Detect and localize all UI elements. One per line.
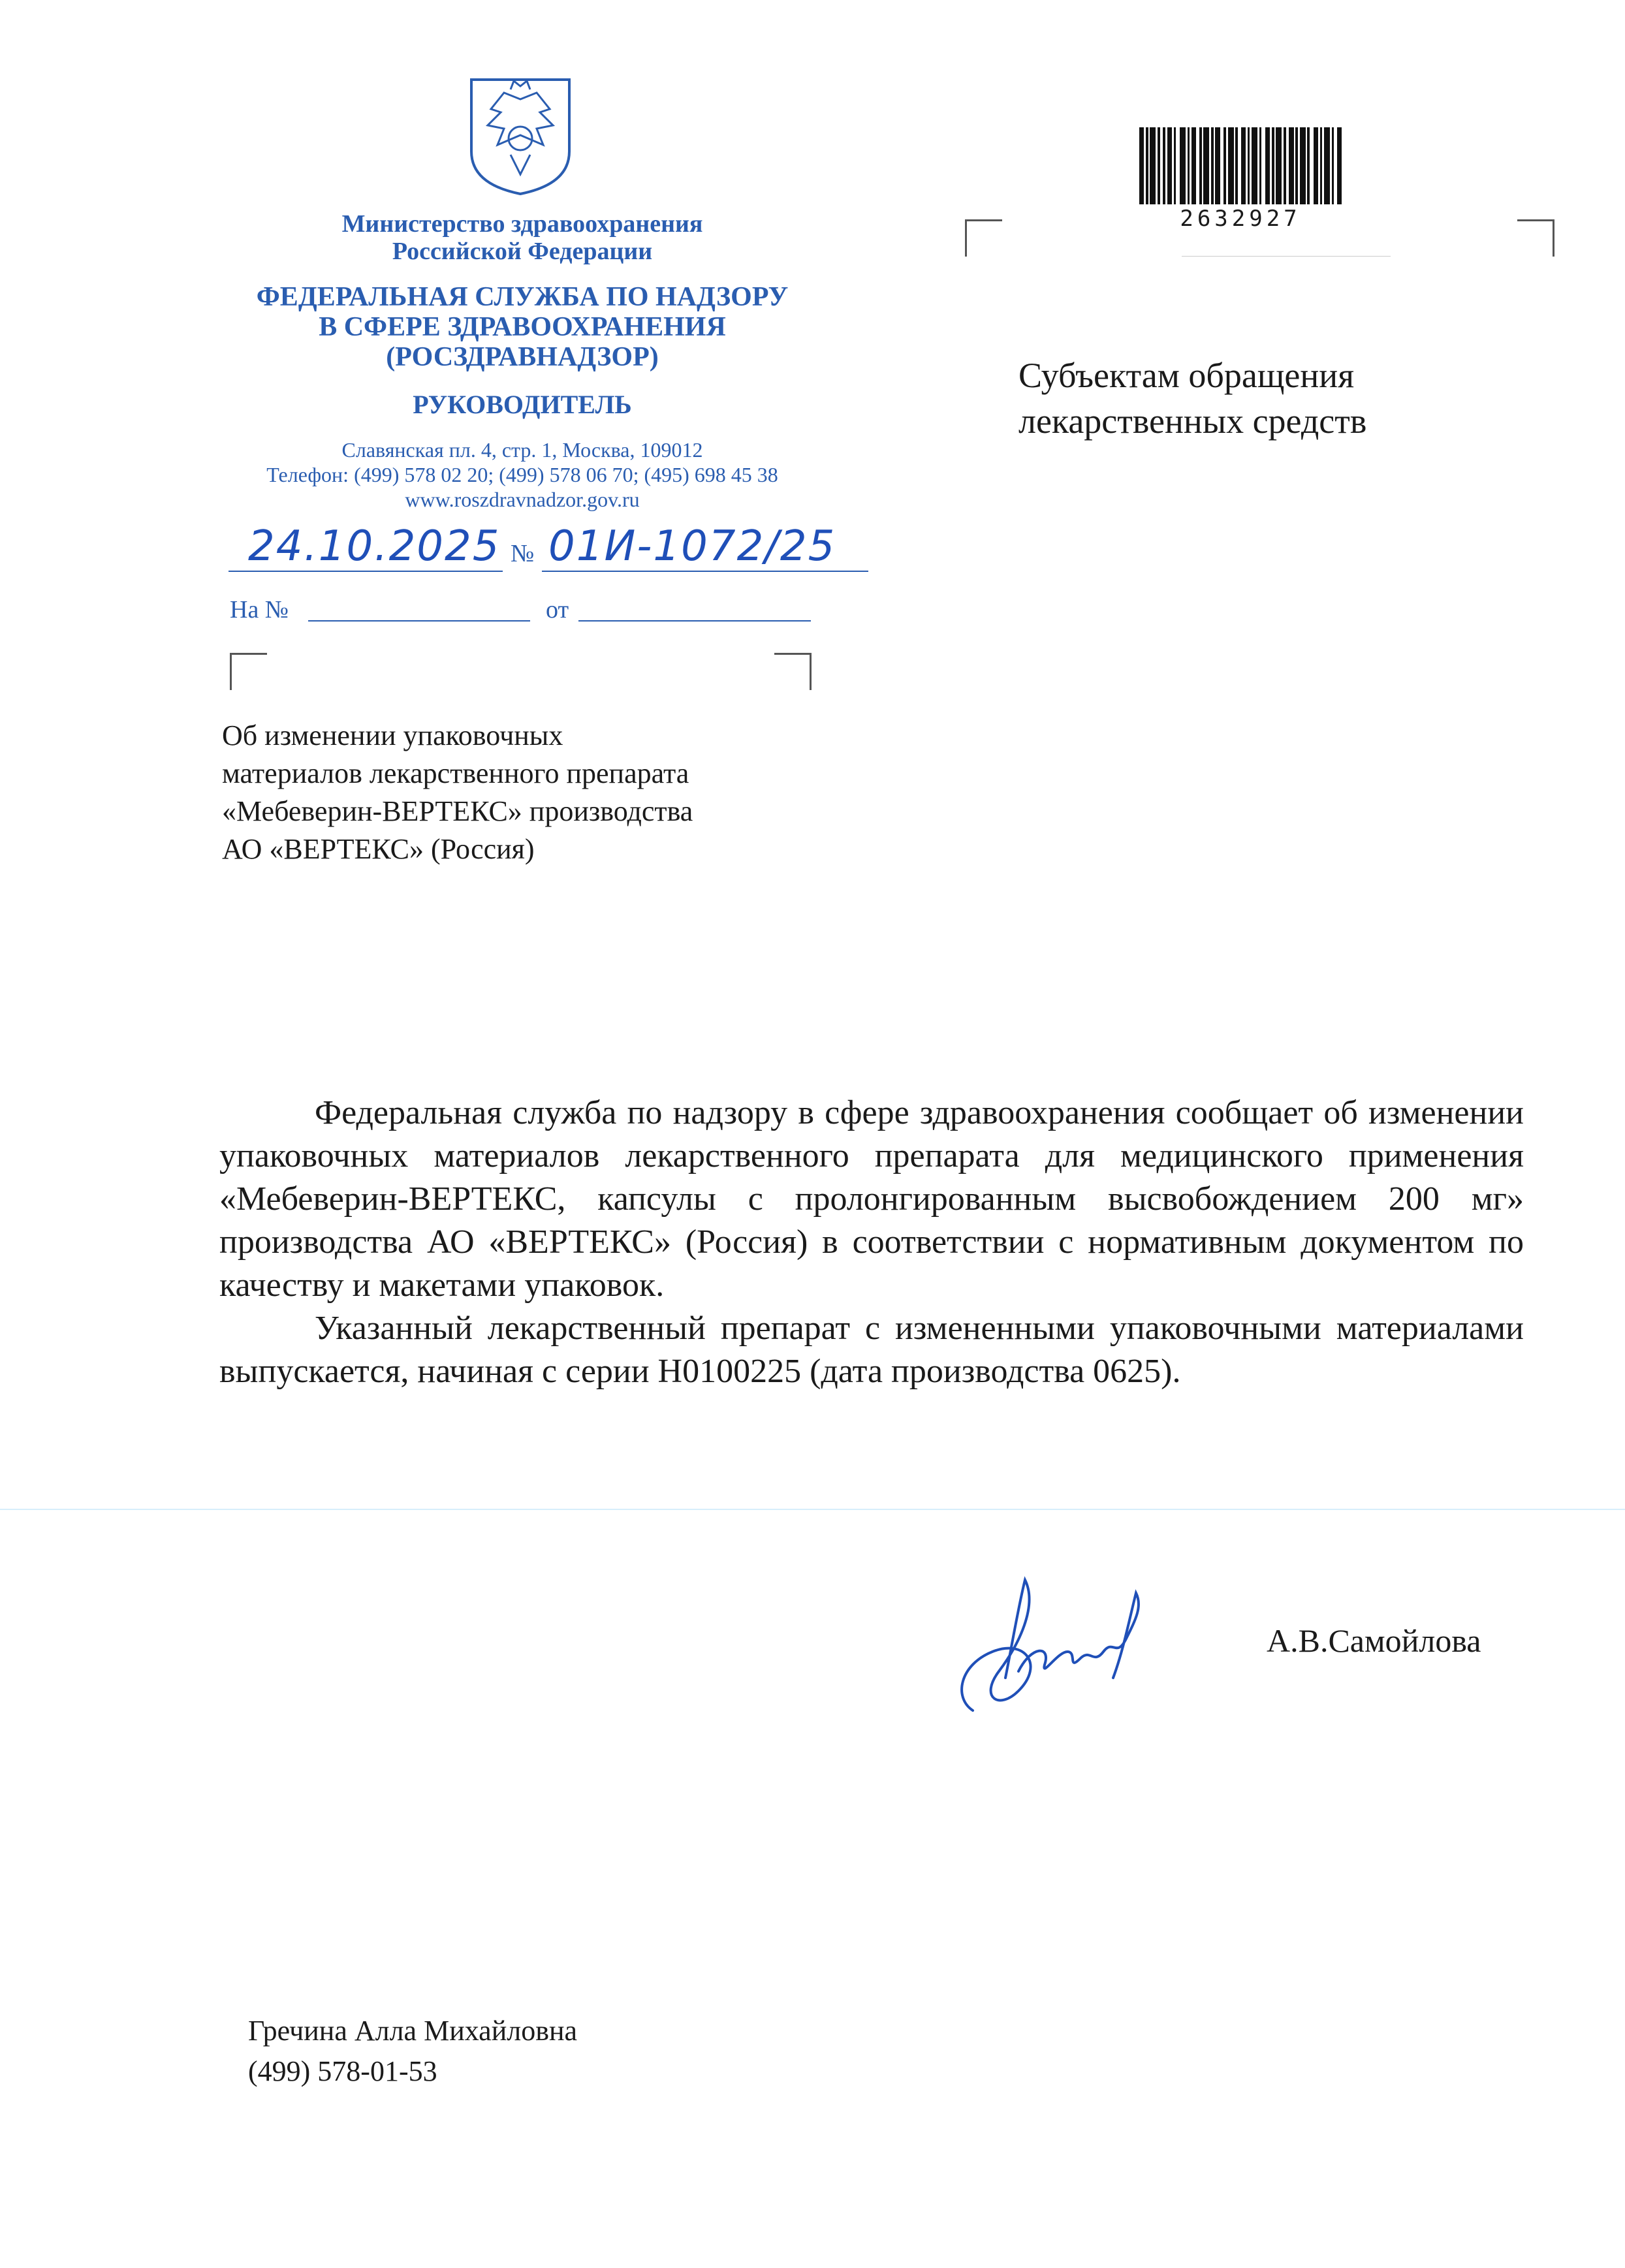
subject-line-2: материалов лекарственного препарата — [222, 757, 689, 789]
subject-block — [222, 717, 875, 868]
scan-artifact-line — [0, 1509, 1625, 1510]
service-name — [196, 282, 849, 372]
subject-line-3: «Мебеверин-ВЕРТЕКС» производства — [222, 795, 693, 827]
phones: Телефон: (499) 578 02 20; (499) 578 06 70; (495) 698 45 38 — [266, 463, 778, 486]
ministry-line-2: Российской Федерации — [392, 238, 653, 265]
barcode — [1139, 127, 1342, 204]
from-line — [578, 620, 811, 622]
service-line-2: В СФЕРЕ ЗДРАВООХРАНЕНИЯ — [319, 312, 726, 342]
subject-line-4: АО «ВЕРТЕКС» (Россия) — [222, 833, 535, 865]
corner-bracket-top-left — [230, 653, 267, 690]
recipient-bracket-top-right — [1517, 219, 1554, 257]
corner-bracket-top-right — [774, 653, 812, 690]
body-paragraph-2: Указанный лекарственный препарат с измененными упаковочными материалами выпускается, начиная с серии Н0100225 (дата производства 0625). — [219, 1310, 1524, 1390]
barcode-number: 2632927 — [1180, 206, 1301, 232]
executor-phone: (499) 578-01-53 — [248, 2055, 437, 2087]
service-line-1: ФЕДЕРАЛЬНАЯ СЛУЖБА ПО НАДЗОРУ — [256, 282, 789, 312]
recipient-line-2: лекарственных средств — [1018, 402, 1367, 441]
ministry-name — [274, 210, 770, 265]
service-line-3: (РОСЗДРАВНАДЗОР) — [386, 342, 659, 372]
website: www.roszdravnadzor.gov.ru — [405, 488, 640, 511]
registration-number: 01И-1072/25 — [548, 522, 836, 571]
address: Славянская пл. 4, стр. 1, Москва, 109012 — [341, 438, 703, 462]
reply-to-label: На № — [230, 596, 289, 623]
date-field — [229, 522, 503, 572]
ministry-line-1: Министерство здравоохранения — [341, 210, 703, 238]
recipient-block — [1018, 353, 1366, 444]
body-paragraph-1: Федеральная служба по надзору в сфере здравоохранения сообщает об изменении упаковочных материалов лекарственного препарата для медицинского применения «Мебеверин-ВЕРТЕКС, капсулы с пролонгированным высвобождением 200 мг» производства АО «ВЕРТЕКС» (Россия) в соответствии с нормативным документом по качеству и макетами упаковок. — [219, 1094, 1524, 1304]
from-label: от — [546, 596, 569, 623]
reply-to-line — [308, 620, 530, 622]
letter-body — [219, 1092, 1524, 1393]
handwritten-signature-icon — [947, 1567, 1162, 1724]
coat-of-arms-icon — [465, 73, 576, 197]
position-title: РУКОВОДИТЕЛЬ — [413, 390, 632, 419]
subject-line-1: Об изменении упаковочных — [222, 719, 563, 751]
number-field — [542, 522, 868, 572]
executor-block — [248, 2011, 577, 2092]
recipient-bracket-top-left — [965, 219, 1002, 257]
number-sign: № — [511, 540, 535, 567]
recipient-line-1: Субъектам обращения — [1018, 356, 1355, 395]
signer-name: А.В.Самойлова — [1267, 1622, 1481, 1659]
contact-block — [196, 437, 849, 512]
registration-date: 24.10.2025 — [248, 522, 501, 571]
executor-name: Гречина Алла Михайловна — [248, 2015, 578, 2047]
barcode-underline — [1182, 256, 1391, 257]
